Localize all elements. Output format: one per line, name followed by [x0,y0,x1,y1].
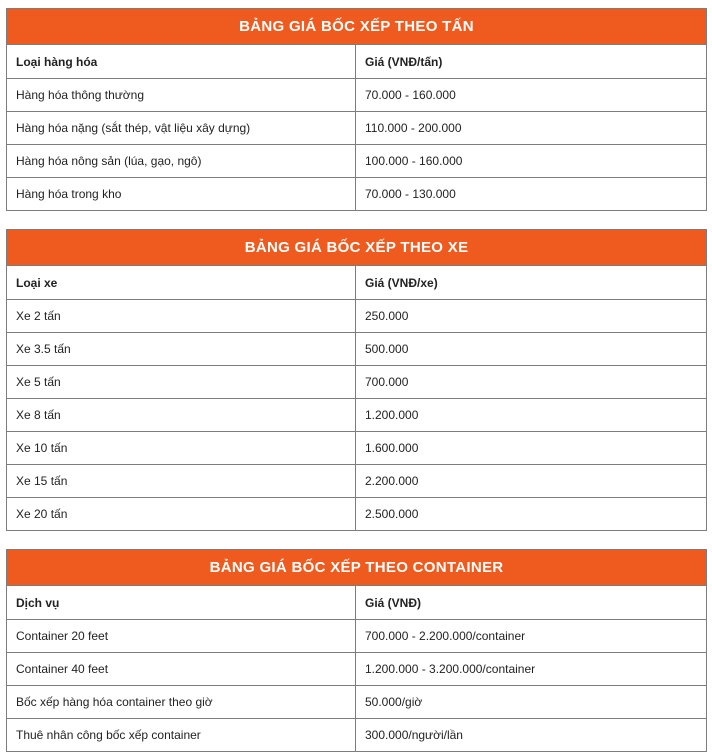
table-cell: 700.000 [356,366,707,399]
table-cell: 300.000/người/lần [356,719,707,752]
column-header: Giá (VNĐ/tấn) [356,45,707,79]
column-header: Loại xe [7,266,356,300]
table-title: BẢNG GIÁ BỐC XẾP THEO XE [7,230,707,266]
table-row [7,620,707,653]
table-cell: Hàng hóa thông thường [7,79,356,112]
price-table-by-container [6,549,707,752]
table-cell: 250.000 [356,300,707,333]
table-header-row [7,266,707,300]
table-cell: 100.000 - 160.000 [356,145,707,178]
table-cell: Xe 8 tấn [7,399,356,432]
table-cell: 50.000/giờ [356,686,707,719]
table-header-row [7,45,707,79]
table-row [7,366,707,399]
table-cell: Hàng hóa nông sản (lúa, gạo, ngô) [7,145,356,178]
table-cell: Xe 5 tấn [7,366,356,399]
table-row [7,498,707,531]
table-row [7,145,707,178]
table-cell: Xe 20 tấn [7,498,356,531]
table-cell: Hàng hóa nặng (sắt thép, vật liệu xây dựng) [7,112,356,145]
table-cell: 700.000 - 2.200.000/container [356,620,707,653]
table-row [7,465,707,498]
table-cell: 110.000 - 200.000 [356,112,707,145]
table-title: BẢNG GIÁ BỐC XẾP THEO TẤN [7,9,707,45]
table-cell: Bốc xếp hàng hóa container theo giờ [7,686,356,719]
table-row [7,719,707,752]
table-cell: 2.200.000 [356,465,707,498]
table-cell: Xe 15 tấn [7,465,356,498]
table-row [7,300,707,333]
table-cell: 70.000 - 160.000 [356,79,707,112]
table-cell: 1.600.000 [356,432,707,465]
column-header: Giá (VNĐ) [356,586,707,620]
table-cell: 70.000 - 130.000 [356,178,707,211]
table-row [7,399,707,432]
table-cell: 1.200.000 [356,399,707,432]
table-cell: 2.500.000 [356,498,707,531]
price-table-by-truck [6,229,707,531]
table-cell: Hàng hóa trong kho [7,178,356,211]
table-row [7,333,707,366]
column-header: Giá (VNĐ/xe) [356,266,707,300]
table-cell: Container 40 feet [7,653,356,686]
table-cell: Xe 3.5 tấn [7,333,356,366]
table-row [7,178,707,211]
table-cell: 1.200.000 - 3.200.000/container [356,653,707,686]
table-row [7,112,707,145]
table-cell: Xe 10 tấn [7,432,356,465]
column-header: Loại hàng hóa [7,45,356,79]
table-cell: Container 20 feet [7,620,356,653]
table-title: BẢNG GIÁ BỐC XẾP THEO CONTAINER [7,550,707,586]
table-cell: 500.000 [356,333,707,366]
price-table-by-ton [6,8,707,211]
table-row [7,653,707,686]
table-cell: Xe 2 tấn [7,300,356,333]
table-row [7,686,707,719]
table-cell: Thuê nhân công bốc xếp container [7,719,356,752]
table-row [7,432,707,465]
table-row [7,79,707,112]
table-header-row [7,586,707,620]
column-header: Dịch vụ [7,586,356,620]
